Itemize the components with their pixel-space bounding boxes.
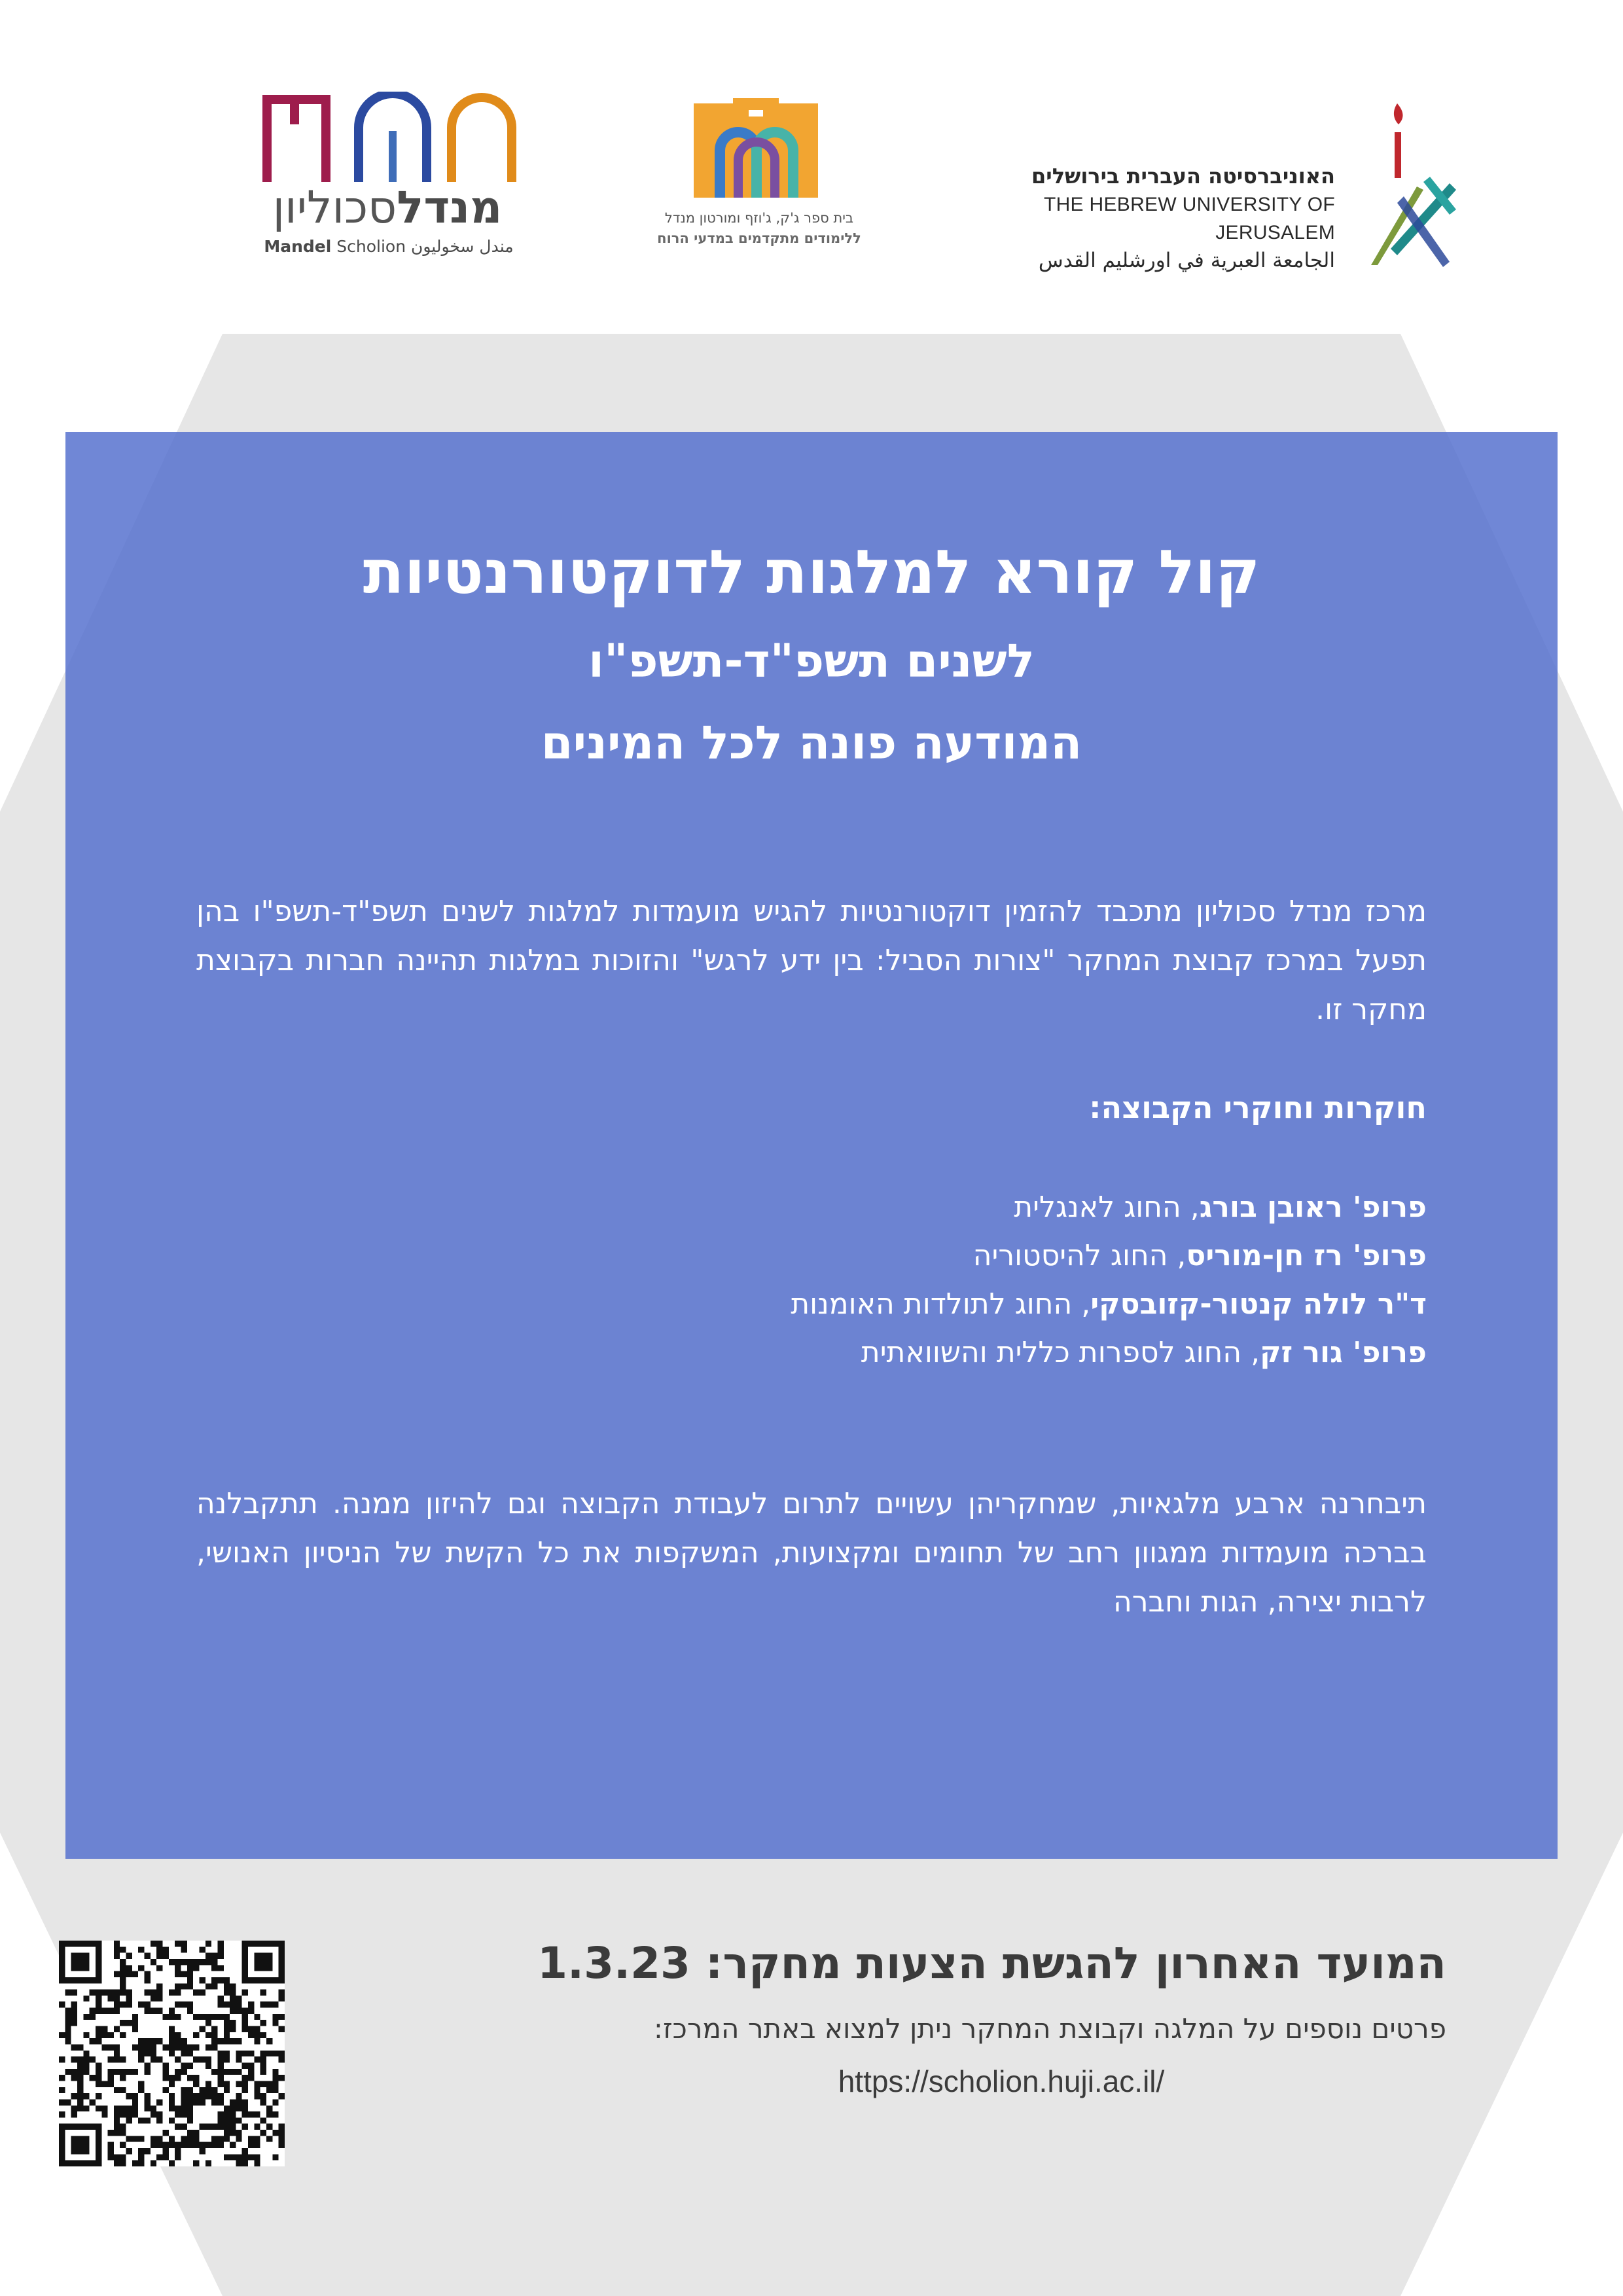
mandel-scholion-name-hebrew: מנדלסכוליון (272, 182, 503, 234)
mandel-scholion-name-latin: Mandel Scholion مندل سخوليون (264, 237, 514, 256)
team-heading: חוקרות וחוקרי הקבוצה: (1089, 1090, 1427, 1125)
intro-paragraph: מרכז מנדל סכוליון מתכבד להזמין דוקטורנטיות להגיש מועמדות למלגות לשנים תשפ"ד-תשפ"ו בהן תפעל במרכז קבוצת המחקר "צורות הסביל: בין ידע לרגש" והזוכות במלגות תהיינה חברות בקבוצת מחקר זו. (196, 895, 1427, 1026)
team-member: ד"ר לולה קנטור-קזובסקי, החוג לתולדות האומנות (791, 1287, 1427, 1321)
team-members-list (196, 1183, 1427, 1377)
mandel-scholion-logo (260, 92, 522, 255)
huji-emblem-icon (1351, 98, 1466, 275)
page-title: קול קורא למלגות לדוקטורנטיות (363, 537, 1260, 607)
mandel-school-name-line1: בית ספר ג'ק, ג'וזף ומורטון מנדל (664, 210, 854, 226)
mandel-school-name-line2: ללימודים מתקדמים במדעי הרוח (657, 230, 861, 246)
gender-note: המודעה פונה לכל המינים (541, 716, 1082, 770)
mandel-scholion-emblem-icon (260, 92, 522, 183)
huji-name-hebrew: האוניברסיטה העברית בירושלים (1031, 164, 1335, 188)
team-member: פרופ' גור זק, החוג לספרות כללית והשוואתית (861, 1336, 1427, 1369)
closing-paragraph: תיבחרנה ארבע מלגאיות, שמחקריהן עשויים לתרום לעבודת הקבוצה וגם להיזון ממנה. תתקבלנה בברכה מועמדות ממגוון רחב של תחומים ומקצועות, המשקפות את כל הקשת של הניסיון האנושי, לרבות יצירה, הגות וחברה (196, 1487, 1427, 1619)
huji-name-arabic: الجامعة العبرية في اورشليم القدس (1038, 249, 1335, 272)
team-member: פרופ' ראובן בורג, החוג לאנגלית (1014, 1191, 1427, 1224)
fellowship-years: לשנים תשפ"ד-תשפ"ו (588, 634, 1035, 688)
mandel-school-emblem-icon (681, 98, 831, 203)
mandel-school-logo (622, 92, 897, 255)
huji-name-english: THE HEBREW UNIVERSITY OF JERUSALEM (1043, 194, 1335, 243)
qr-code-icon[interactable] (59, 1941, 285, 2166)
deadline-heading: המועד האחרון להגשת הצעות מחקר: 1.3.23 (537, 1938, 1446, 1988)
team-member: פרופ' רז חן-מוריס, החוג להיסטוריה (972, 1239, 1427, 1272)
website-link[interactable]: https://scholion.huji.ac.il/ (838, 2064, 1165, 2098)
details-text: פרטים נוספים על המלגה וקבוצת המחקר ניתן למצוא באתר המרכז: (653, 2013, 1446, 2045)
hebrew-university-logo (933, 98, 1469, 275)
